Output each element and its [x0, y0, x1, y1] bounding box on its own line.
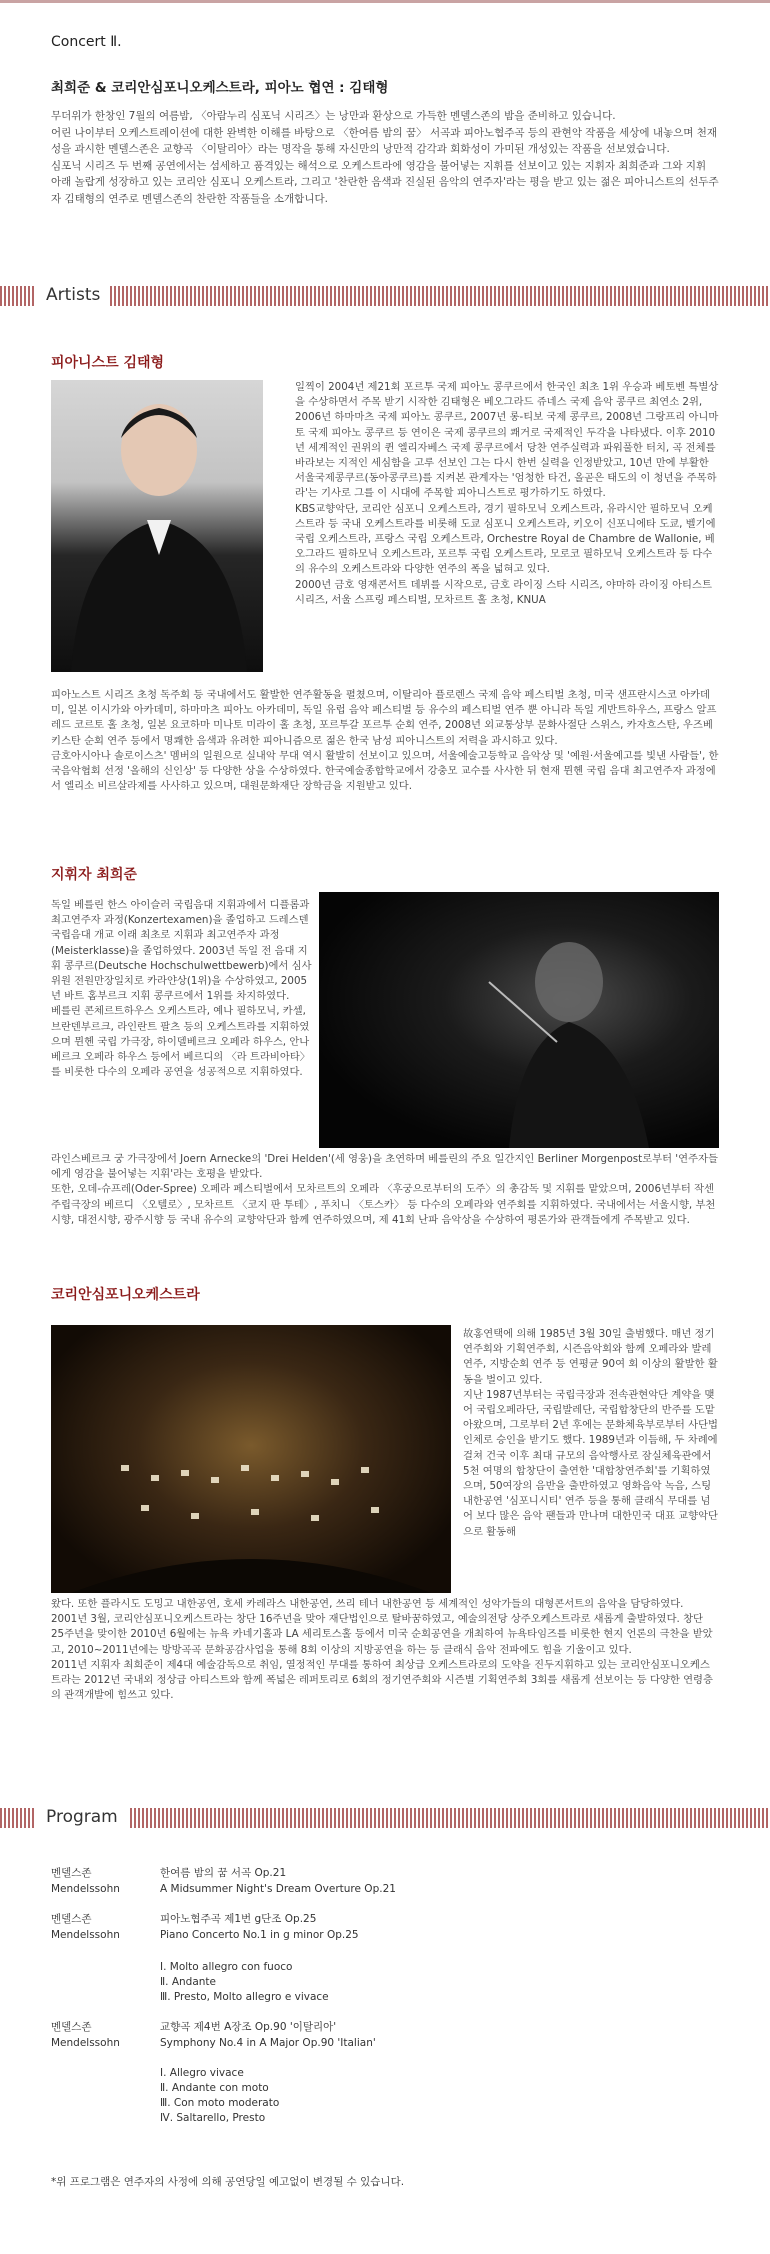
movement: Ⅳ. Saltarello, Presto: [160, 2112, 266, 2124]
composer-english: Mendelssohn: [51, 1928, 120, 1941]
program-work: [160, 1866, 396, 1897]
pianist-photo: [51, 380, 263, 672]
program-section-bar: [0, 1804, 770, 1832]
movement: Ⅰ. Allegro vivace: [160, 2067, 244, 2079]
orchestra-heading: 코리안심포니오케스트라: [51, 1287, 200, 1303]
movement: Ⅲ. Presto, Molto allegro e vivace: [160, 1991, 329, 2003]
program-work: [160, 2020, 376, 2051]
orchestra-bio-right: 故홍연택에 의해 1985년 3월 30일 출범했다. 매년 정기연주회와 기획연주회, 시즌음악회와 함께 오페라와 발레 연주, 지방순회 연주 등 연평균 90여 회 이상의 활발한 활동을 벌이고 있다. 지난 1987년부터는 국립극장과 전속관현악단 계약을 맺어 국립오페라단, 국립발레단, 국립합창단의 반주를 도맡아왔으며, 그로부터 2년 후에는 문화체육부로부터 사단법인체로 승인을 받기도 했다. 1989년과 이듬해, 두 차례에 걸쳐 건국 이후 최대 규모의 음악행사로 잠실체육관에서 5천 여명의 합창단이 출연한 '대합창연주회'를 기획하였으며, 50여장의 음반을 출반하였고 영화음악 녹음, 스팅 내한공연 '심포니시티' 연주 등을 통해 클래식 무대를 넘어 보다 많은 음악 팬들과 만나며 대한민국 대표 교향악단으로 활동해: [463, 1328, 718, 1538]
work-korean: 피아노협주곡 제1번 g단조 Op.25: [160, 1913, 317, 1925]
conductor-heading: 지휘자 최희준: [51, 867, 138, 883]
conductor-bio-left: 독일 베를린 한스 아이슬러 국립음대 지휘과에서 디플롬과 최고연주자 과정(Konzertexamen)을 졸업하고 드레스덴 국립음대 개교 이래 최초로 지휘과 최고연주자 과정(Meisterklasse)을 졸업하였다. 2003년 독일 전 음대 지휘 콩쿠르(Deutsche Hochschulwettbewerb)에서 심사위원 전원만장일치로 카라얀상(1위)을 수상하였고, 2005년 바트 홈부르크 지휘 콩쿠르에서 1위를 차지하였다. 베를린 콘체르트하우스 오케스트라, 예나 필하모닉, 카셀, 브란덴부르크, 라인란트 팔츠 등의 오케스트라를 지휘하였으며 뮌헨 국립 가극장, 하이델베르크 오페라 하우스, 안나베르크 오페라 하우스 등에서 베르디의 〈라 트라비아타〉를 비롯한 다수의 오페라 공연을 성공적으로 지휘하였다.: [51, 899, 312, 1079]
pianist-heading: 피아니스트 김태형: [51, 355, 165, 371]
work-korean: 한여름 밤의 꿈 서곡 Op.21: [160, 1867, 287, 1879]
conductor-bio-full: 라인스베르크 궁 가극장에서 Joern Arnecke의 'Drei Helden'(세 영웅)을 초연하며 베를린의 주요 일간지인 Berliner Morgenpost로부터 '연주자들에게 영감을 불어넣는 지휘'라는 호평을 받았다. 또한, 오데-슈프레(Oder-Spree) 오페라 페스티벌에서 모차르트의 오페라 〈후궁으로부터의 도주〉의 총감독 및 지휘를 맡았으며, 2006년부터 작센 주립극장의 베르디 〈오텔로〉, 모차르트 〈코지 판 투테〉, 푸치니 〈토스카〉 등 다수의 오페라와 연주회를 지휘하였다. 국내에서는 서울시향, 부천시향, 대전시향, 광주시향 등 국내 유수의 교향악단과 함께 연주하였으며, 제 41회 난파 음악상을 수상하여 평론가와 관객들에게 주목받고 있다.: [51, 1153, 718, 1226]
stripe-decoration: [110, 286, 770, 306]
concert-subtitle: 최희준 & 코리안심포니오케스트라, 피아노 협연 : 김태형: [51, 80, 389, 96]
intro-paragraph: 심포닉 시리즈 두 번째 공연에서는 섬세하고 품격있는 해석으로 오케스트라에 영감을 불어넣는 지휘를 선보이고 있는 지휘자 최희준과 그와 지휘 아래 놀랍게 성장하고 있는 코리안 심포니 오케스트라, 그리고 '찬란한 음색과 진실된 음악의 연주자'라는 평을 받고 있는 젊은 피아니스트의 선두주자 김태형의 연주로 멘델스존의 찬란한 작품들을 소개합니다.: [51, 159, 719, 205]
concert-intro: [51, 108, 719, 207]
artists-section-bar: [0, 282, 770, 310]
intro-paragraph: 어린 나이부터 오케스트레이션에 대한 완벽한 이해를 바탕으로 〈한여름 밤의 꿈〉 서곡과 피아노협주곡 등의 관현악 작품을 세상에 내놓으며 천재성을 과시한 멘델스존은 교향곡 〈이탈리아〉라는 명작을 통해 자신만의 낭만적 감각과 회화성이 가미된 개성있는 작품을 선보였습니다.: [51, 126, 718, 155]
movement-list: [160, 1960, 329, 2005]
movement: Ⅱ. Andante: [160, 1976, 217, 1988]
movement: Ⅱ. Andante con moto: [160, 2082, 269, 2094]
movement: Ⅰ. Molto allegro con fuoco: [160, 1961, 293, 1973]
composer-korean: 멘델스존: [51, 1913, 92, 1925]
conductor-photo: [319, 892, 719, 1148]
composer-english: Mendelssohn: [51, 2036, 120, 2049]
pianist-bio-full: 피아노스트 시리즈 초청 독주회 등 국내에서도 활발한 연주활동을 펼쳤으며, 이탈리아 플로렌스 국제 음악 페스티벌 초청, 미국 샌프란시스코 아카데미, 일본 이시가와 아카데미, 하마마츠 피아노 아카데미, 독일 유럽 음악 페스티벌 등 유수의 페스티벌 연주 뿐 아니라 독일 게반트하우스, 프랑스 알프레드 코르토 홀 초청, 일본 요코하마 미나토 미라이 홀 초청, 포르투갈 포르투 순회 연주, 2008년 외교통상부 문화사절단 스위스, 카자흐스탄, 우즈베키스탄 순회 연주 등에서 명쾌한 음색과 유려한 피아니즘으로 젊은 한국 남성 피아니스트의 저력을 과시하고 있다. 금호아시아나 솔로이스츠' 멤버의 일원으로 실내악 무대 역시 활발히 선보이고 있으며, 서울예술고등학교 음악상 및 '예원·서울예고를 빛낸 사람들', 한국음악협회 선정 '올해의 신인상' 등 다양한 상을 수상하였다. 한국예술종합학교에서 강충모 교수를 사사한 뒤 현재 뮌헨 국립 음대 최고연주자 과정에서 엘리소 비르살라제를 사사하고 있으며, 대원문화재단 장학금을 지원받고 있다.: [51, 689, 719, 793]
orchestra-bio-full: 왔다. 또한 플라시도 도밍고 내한공연, 호세 카레라스 내한공연, 쓰리 테너 내한공연 등 세계적인 성악가들의 대형콘서트의 음악을 담당하였다. 2001년 3월, 코리안심포니오케스트라는 창단 16주년을 맞아 재단법인으로 탈바꿈하였고, 예술의전당 상주오케스트라로 새롭게 출발하였다. 창단 25주년을 맞이한 2010년 6월에는 뉴욕 카네기홀과 LA 세리토스홀 등에서 미국 순회공연을 개최하여 뉴욕타임즈를 비롯한 현지 언론의 극찬을 받았고, 2010~2011년에는 방방곡곡 문화공감사업을 통해 8회 이상의 지방공연을 하는 등 클래식 음악 전파에도 힘을 기울이고 있다. 2011년 지휘자 최희준이 제4대 예술감독으로 취임, 열정적인 무대를 통하여 최상급 오케스트라로의 도약을 진두지휘하고 있는 코리안심포니오케스트라는 2012년 국내외 정상급 아티스트와 함께 폭넓은 레퍼토리로 6회의 정기연주회와 시즌별 기획연주회 3회를 새롭게 선보이는 등 다양한 연령층의 관객개발에 힘쓰고 있다.: [51, 1598, 713, 1702]
pianist-bio-right: 일찍이 2004년 제21회 포르투 국제 피아노 콩쿠르에서 한국인 최초 1위 우승과 베토벤 특별상을 수상하면서 주목 받기 시작한 김태형은 베오그라드 쥬네스 국제 음악 콩쿠르 최연소 2위, 2006년 하마마츠 국제 피아노 콩쿠르, 2007년 롱-티보 국제 콩쿠르, 2008년 그랑프리 아니마토 국제 피아노 콩쿠르 등 연이은 국제 콩쿠르의 쾌거로 국제적인 두각을 나타냈다. 이후 2010년 세계적인 권위의 퀸 엘리자베스 국제 콩쿠르에서 당찬 연주실력과 파워풀한 터치, 곡 전체를 바라보는 지적인 세심함을 고루 선보인 그는 다시 한번 실력을 인정받았고, 10년 만에 부활한 서울국제콩쿠르(동아콩쿠르)를 지켜본 관계자는 '엄청한 타건, 올곧은 태도의 이 청년을 주목하라'는 기사로 그를 이 시대에 주목할 피아니스트로 평가하기도 하였다. KBS교향악단, 코리안 심포니 오케스트라, 경기 필하모닉 오케스트라, 유라시안 필하모닉 오케스트라 등 국내 오케스트라를 비롯해 도쿄 심포니 오케스트라, 키오이 신포니에타 도쿄, 벨기에 국립 오케스트라, 프랑스 국립 오케스트라, Orchestre Royal de Chambre de Wallonie, 베오그라드 필하모닉 오케스트라, 포르투 국립 오케스트라, 모로코 필하모닉 오케스트라 등 다수의 유수의 오케스트라와 다양한 연주의 폭을 넓혀고 있다. 2000년 금호 영재콘서트 데뷔를 시작으로, 금호 라이징 스타 시리즈, 야마하 라이징 아티스트 시리즈, 서울 스프링 페스티벌, 모차르트 홀 초청, KNUA: [295, 381, 719, 606]
composer-korean: 멘델스존: [51, 2021, 92, 2033]
movement-list: [160, 2066, 279, 2126]
intro-paragraph: 무더위가 한창인 7월의 여름밤, 〈아람누리 심포닉 시리즈〉는 낭만과 환상으로 가득한 멘델스존의 밤을 준비하고 있습니다.: [51, 110, 616, 122]
work-english: Symphony No.4 in A Major Op.90 'Italian': [160, 2036, 376, 2049]
concert-title: Concert Ⅱ.: [51, 34, 122, 50]
composer-english: Mendelssohn: [51, 1882, 120, 1895]
program-section-label: Program: [46, 1807, 118, 1827]
orchestra-photo: [51, 1325, 451, 1593]
stripe-decoration: [130, 1808, 770, 1828]
program-composer: [51, 1866, 120, 1897]
program-change-notice: *위 프로그램은 연주자의 사정에 의해 공연당일 예고없이 변경될 수 있습니다.: [51, 2176, 405, 2188]
movement: Ⅲ. Con moto moderato: [160, 2097, 280, 2109]
work-korean: 교향곡 제4번 A장조 Op.90 '이탈리아': [160, 2021, 337, 2033]
stripe-decoration: [0, 286, 36, 306]
artists-section-label: Artists: [46, 285, 101, 305]
program-composer: [51, 2020, 120, 2051]
program-composer: [51, 1912, 120, 1943]
work-english: A Midsummer Night's Dream Overture Op.21: [160, 1882, 396, 1895]
work-english: Piano Concerto No.1 in g minor Op.25: [160, 1928, 359, 1941]
top-divider: [0, 0, 770, 3]
stripe-decoration: [0, 1808, 36, 1828]
composer-korean: 멘델스존: [51, 1867, 92, 1879]
program-work: [160, 1912, 359, 1943]
